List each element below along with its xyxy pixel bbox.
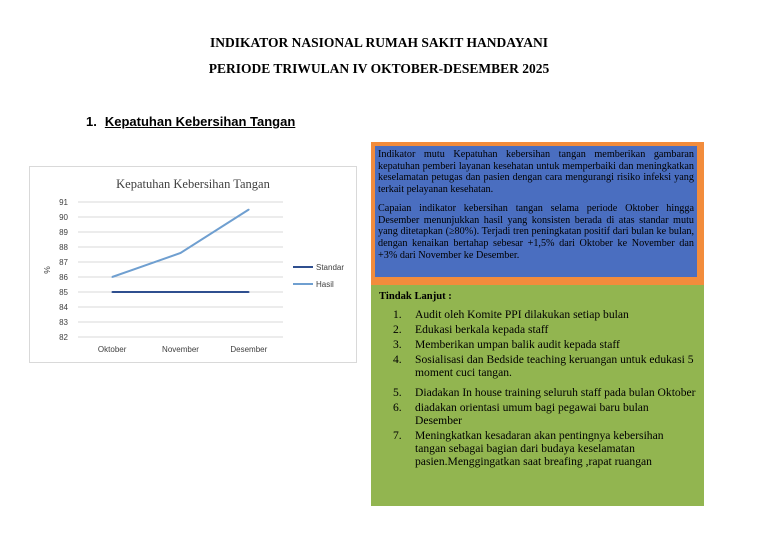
followup-item-text: Memberikan umpan balik audit kepada staff [415,338,620,351]
followup-item-text: Audit oleh Komite PPI dilakukan setiap bulan [415,308,629,321]
x-tick-label: November [162,345,199,354]
legend-label: Hasil [316,280,334,289]
followup-item [389,401,697,427]
y-tick-label: 85 [59,288,68,297]
followup-item-text: Diadakan In house training seluruh staff pada bulan Oktober [415,386,696,399]
report-title-line2: PERIODE TRIWULAN IV OKTOBER-DESEMBER 2025 [208,61,550,76]
series-line-hasil [112,210,249,278]
followup-item [389,323,697,336]
y-tick-label: 89 [59,228,68,237]
followup-item [389,386,697,399]
chart-svg [30,167,356,362]
followup-item-text: Sosialisasi dan Bedside teaching keruangan untuk edukasi 5 moment cuci tangan. [415,353,694,379]
data-point-standar [248,291,250,293]
section-title: Kepatuhan Kebersihan Tangan [104,114,296,129]
x-tick-label: Oktober [97,345,127,354]
chart-title: Kepatuhan Kebersihan Tangan [116,177,270,191]
y-axis-label: % [42,266,52,274]
description-paragraph-2: Capaian indikator kebersihan tangan selama periode Oktober hingga Desember menunjukkan hasil yang konsisten berada di atas standar mutu yang ditetapkan (≥80%). Terjadi tren peningkatan positif dari bulan ke bulan, dengan kenaikan bertahap sebesar +1,5% dari Oktober ke November dan +3% dari November ke Desember. [378,202,694,261]
report-title-line1: INDIKATOR NASIONAL RUMAH SAKIT HANDAYANI [209,35,549,50]
data-point-hasil [180,252,182,254]
data-point-standar [180,291,182,293]
followup-item [389,308,697,321]
followup-item-number: 6. [393,401,402,414]
data-point-standar [111,291,113,293]
y-tick-label: 90 [59,213,68,222]
y-tick-label: 84 [59,303,68,312]
section-heading [86,114,295,129]
followup-item-text: Meningkatkan kesadaran akan pentingnya kebersihan tangan sebagai bagian dari budaya keselamatan pasien.Menggingatkan saat breafing ,rapat ruangan [415,429,664,468]
followup-item-number: 4. [393,353,402,366]
followup-heading: Tindak Lanjut : [379,291,452,302]
line-chart [29,166,357,363]
legend-label: Standar [316,263,345,272]
data-point-hasil [111,276,113,278]
y-tick-label: 87 [59,258,68,267]
followup-item [389,429,697,468]
y-tick-label: 82 [59,333,68,342]
y-tick-label: 91 [59,198,68,207]
y-tick-label: 88 [59,243,68,252]
x-tick-label: Desember [230,345,268,354]
followup-item-number: 2. [393,323,402,336]
followup-item-number: 3. [393,338,402,351]
followup-item-number: 5. [393,386,402,399]
y-tick-label: 86 [59,273,68,282]
data-point-hasil [248,209,250,211]
y-tick-label: 83 [59,318,68,327]
followup-list [379,308,697,468]
followup-item-number: 1. [393,308,402,321]
followup-item [389,338,697,351]
followup-item [389,353,697,379]
description-box [375,146,697,277]
followup-item-number: 7. [393,429,402,442]
followup-box [371,285,704,506]
followup-item-text: diadakan orientasi umum bagi pegawai baru bulan Desember [415,401,649,427]
description-paragraph-1: Indikator mutu Kepatuhan kebersihan tangan memberikan gambaran kepatuhan pemberi layanan kesehatan untuk memperbaiki dan meningkatkan keselamatan petugas dan pasien dengan cara mengurangi risiko infeksi yang terkait pelayanan kesehatan. [378,149,694,196]
section-number: 1. [86,114,97,129]
followup-item-text: Edukasi berkala kepada staff [415,323,549,336]
